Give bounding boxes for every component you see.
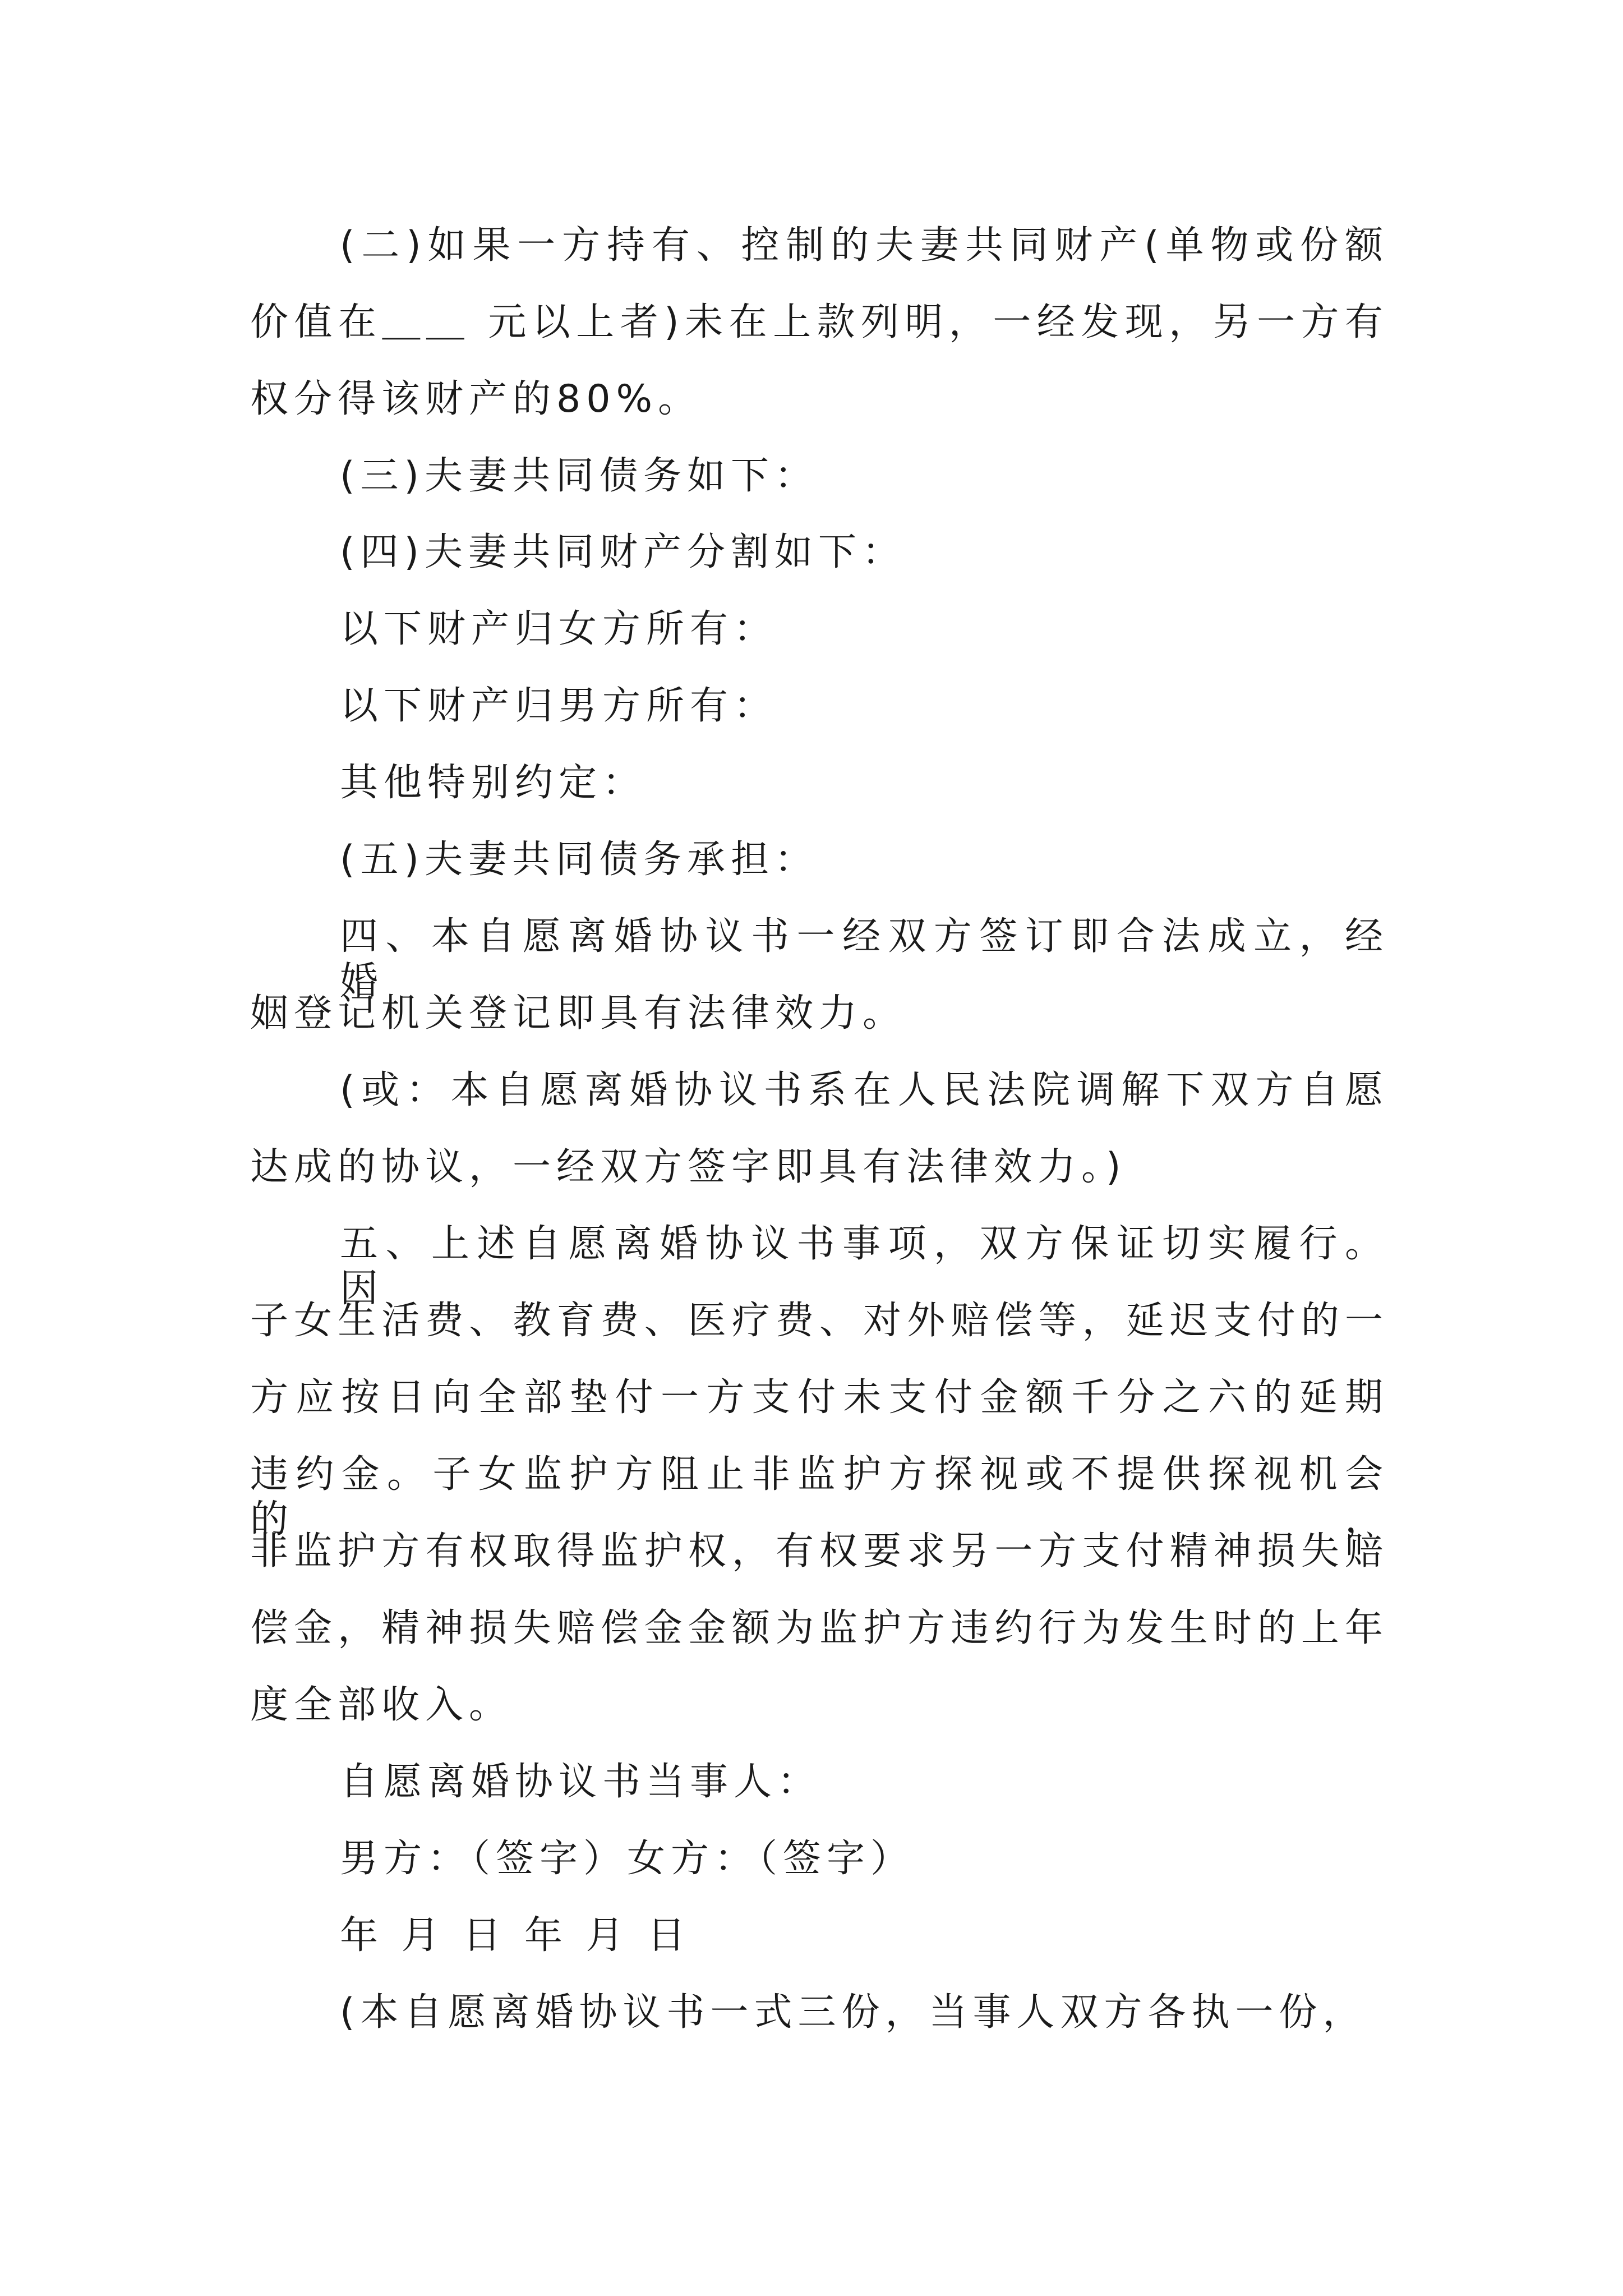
text-line: 姻登记机关登记即具有法律效力。 — [250, 991, 907, 1036]
text-line: (二)如果一方持有、控制的夫妻共同财产(单物或份额 — [340, 223, 1389, 268]
text-line: 四、本自愿离婚协议书一经双方签订即合法成立，经婚 — [340, 914, 1389, 1004]
text-line: (三)夫妻共同债务如下： — [340, 454, 819, 498]
text-line: (五)夫妻共同债务承担： — [340, 838, 819, 882]
text-line: 以下财产归女方所有： — [340, 607, 778, 651]
text-line: 子女生活费、教育费、医疗费、对外赔偿等，延迟支付的一 — [250, 1299, 1389, 1343]
text-line: 方应按日向全部垫付一方支付未支付金额千分之六的延期 — [250, 1375, 1389, 1420]
text-line: 以下财产归男方所有： — [340, 684, 778, 728]
text-line: 自愿离婚协议书当事人： — [340, 1760, 822, 1804]
text-line: 权分得该财产的80%。 — [250, 377, 702, 421]
text-line: 达成的协议，一经双方签字即具有法律效力。) — [250, 1145, 1127, 1189]
text-line: 非监护方有权取得监护权，有权要求另一方支付精神损失赔 — [250, 1529, 1389, 1573]
text-line: 违约金。子女监护方阻止非监护方探视或不提供探视机会的， — [250, 1452, 1389, 1542]
text-line: (四)夫妻共同财产分割如下： — [340, 530, 906, 574]
text-line: 年 月 日 年 月 日 — [340, 1913, 691, 1958]
text-line: 偿金，精神损失赔偿金金额为监护方违约行为发生时的上年 — [250, 1606, 1389, 1650]
text-line: 五、上述自愿离婚协议书事项，双方保证切实履行。因 — [340, 1222, 1389, 1311]
text-line: (或：本自愿离婚协议书系在人民法院调解下双方自愿 — [340, 1068, 1389, 1112]
text-line: 其他特别约定： — [340, 761, 647, 805]
text-line: 度全部收入。 — [250, 1683, 513, 1727]
text-line: (本自愿离婚协议书一式三份，当事人双方各执一份， — [340, 1990, 1367, 2035]
text-line: 男方：（签字）女方：（签字） — [340, 1837, 915, 1881]
text-line: 价值在＿＿ 元以上者)未在上款列明，一经发现，另一方有 — [250, 300, 1389, 344]
